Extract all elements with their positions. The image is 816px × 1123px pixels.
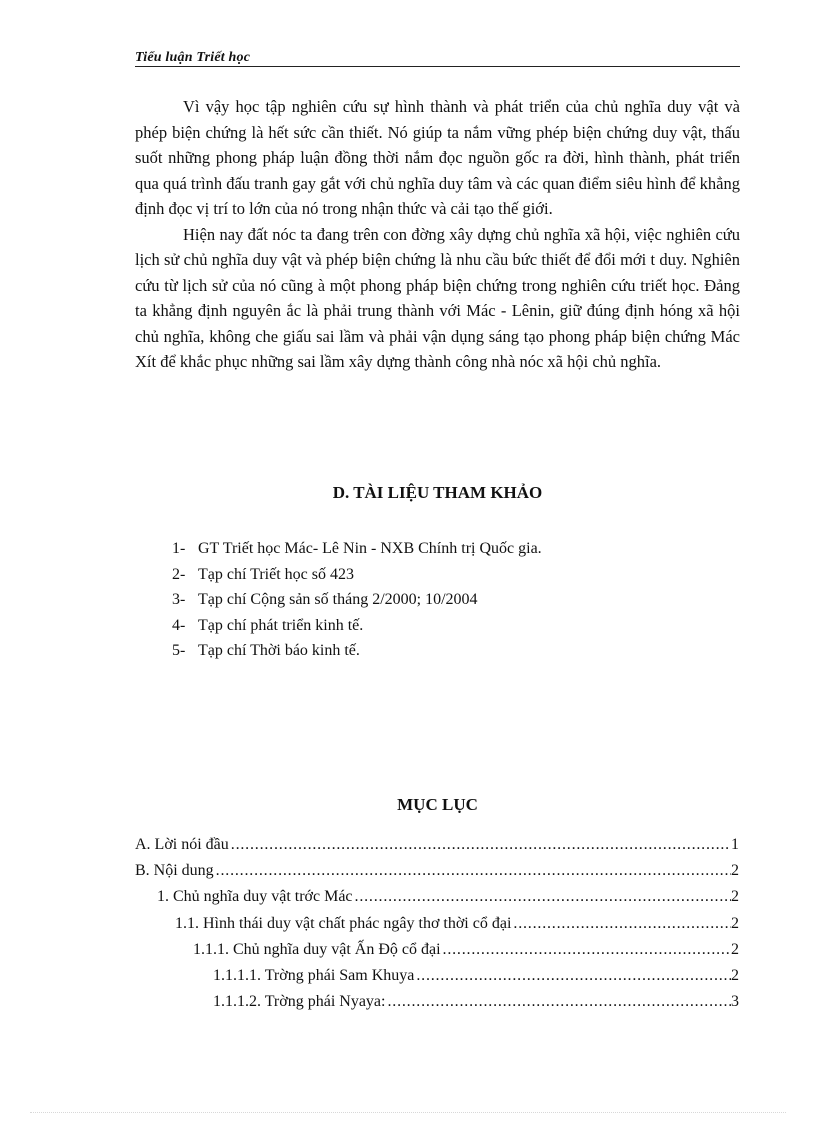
reference-item: [172, 587, 732, 613]
toc-leader-dots: [441, 937, 731, 963]
toc-entry[interactable]: [135, 937, 739, 963]
reference-item: [172, 613, 732, 639]
reference-text: Tạp chí phát triển kinh tế.: [198, 616, 364, 634]
table-of-contents: [135, 832, 739, 1015]
reference-item: [172, 536, 732, 562]
toc-entry-label: 1.1.1. Chủ nghĩa duy vật Ấn Độ cổ đại: [193, 940, 441, 958]
toc-page-number: 2: [731, 940, 739, 958]
reference-item: [172, 562, 732, 588]
toc-leader-dots: [229, 832, 731, 858]
reference-text: Tạp chí Cộng sản số tháng 2/2000; 10/2004: [198, 591, 478, 608]
toc-entry[interactable]: [135, 884, 739, 910]
toc-page-number: 2: [731, 888, 739, 906]
toc-entry[interactable]: [135, 858, 739, 884]
references-heading: D. TÀI LIỆU THAM KHẢO: [332, 483, 543, 502]
reference-number: 1-: [172, 540, 186, 557]
toc-entry-label: 1.1. Hình thái duy vật chất phác ngây thơ thời cổ đại: [175, 914, 512, 932]
paragraph: Vì vậy học tập nghiên cứu sự hình thành và phát triển của chủ nghĩa duy vật và phép biện chứng là hết sức cần thiết. Nó giúp ta nắm vững phép biện chứng duy vật, thấu suốt những phong pháp luận đồng thời nắm đọc nguồn gốc ra đời, hình thành, phát triển qua quá trình đấu tranh gay gắt với chủ nghĩa duy tâm và các quan điểm siêu hình để khẳng định đọc vị trí to lớn của nó trong nhận thức và cải tạo thế giới.: [135, 97, 740, 218]
toc-leader-dots: [511, 911, 731, 937]
toc-entry[interactable]: [135, 832, 739, 858]
toc-page-number: 2: [731, 862, 739, 880]
toc-entry[interactable]: [135, 911, 739, 937]
toc-entry[interactable]: [135, 989, 739, 1015]
toc-entry-label: B. Nội dung: [135, 862, 214, 880]
references-list: [172, 536, 732, 664]
toc-page-number: 2: [731, 967, 739, 985]
toc-leader-dots: [385, 989, 731, 1015]
reference-item: [172, 638, 732, 664]
reference-text: Tạp chí Thời báo kinh tế.: [198, 642, 360, 659]
toc-page-number: 3: [731, 993, 739, 1011]
toc-entry[interactable]: [135, 963, 739, 989]
paragraph: Hiện nay đất nóc ta đang trên con đờng xây dựng chủ nghĩa xã hội, việc nghiên cứu lịch sử chủ nghĩa duy vật và phép biện chứng là nhu cầu bức thiết để đổi mới t duy. Nghiên cứu từ lịch sử của nó cũng à một phong pháp biện chứng trong nghiên cứu triết học. Đảng ta khẳng định nguyên ắc là phải trung thành với Mác - Lênin, giữ đúng định hóng xã hội chủ nghĩa, không che giấu sai lầm và phải vận dụng sáng tạo phong pháp biện chứng Mác Xít để khắc phục những sai lầm xây dựng thành công nhà nóc xã hội chủ nghĩa.: [135, 224, 740, 371]
toc-entry-label: 1.1.1.2. Trờng phái Nyaya:: [213, 993, 386, 1011]
toc-leader-dots: [414, 963, 731, 989]
toc-page-number: 2: [731, 914, 739, 932]
toc-leader-dots: [353, 884, 731, 910]
toc-heading: MỤC LỤC: [397, 795, 478, 814]
reference-text: Tạp chí Triết học số 423: [198, 565, 354, 583]
reference-number: 5-: [172, 642, 186, 659]
toc-entry-label: A. Lời nói đầu: [135, 836, 229, 853]
toc-leader-dots: [214, 858, 731, 884]
header-title: Tiểu luận Triết học: [135, 50, 251, 65]
reference-text: GT Triết học Mác- Lê Nin - NXB Chính trị Quốc gia.: [198, 540, 542, 557]
reference-number: 3-: [172, 591, 186, 608]
body-text: [135, 94, 740, 375]
toc-page-number: 1: [731, 836, 739, 853]
reference-number: 2-: [172, 565, 186, 583]
page-header: [135, 48, 740, 67]
toc-entry-label: 1. Chủ nghĩa duy vật trớc Mác: [157, 888, 353, 906]
toc-entry-label: 1.1.1.1. Trờng phái Sam Khuya: [213, 967, 415, 985]
page-footer-divider: [30, 1112, 786, 1113]
reference-number: 4-: [172, 616, 186, 634]
